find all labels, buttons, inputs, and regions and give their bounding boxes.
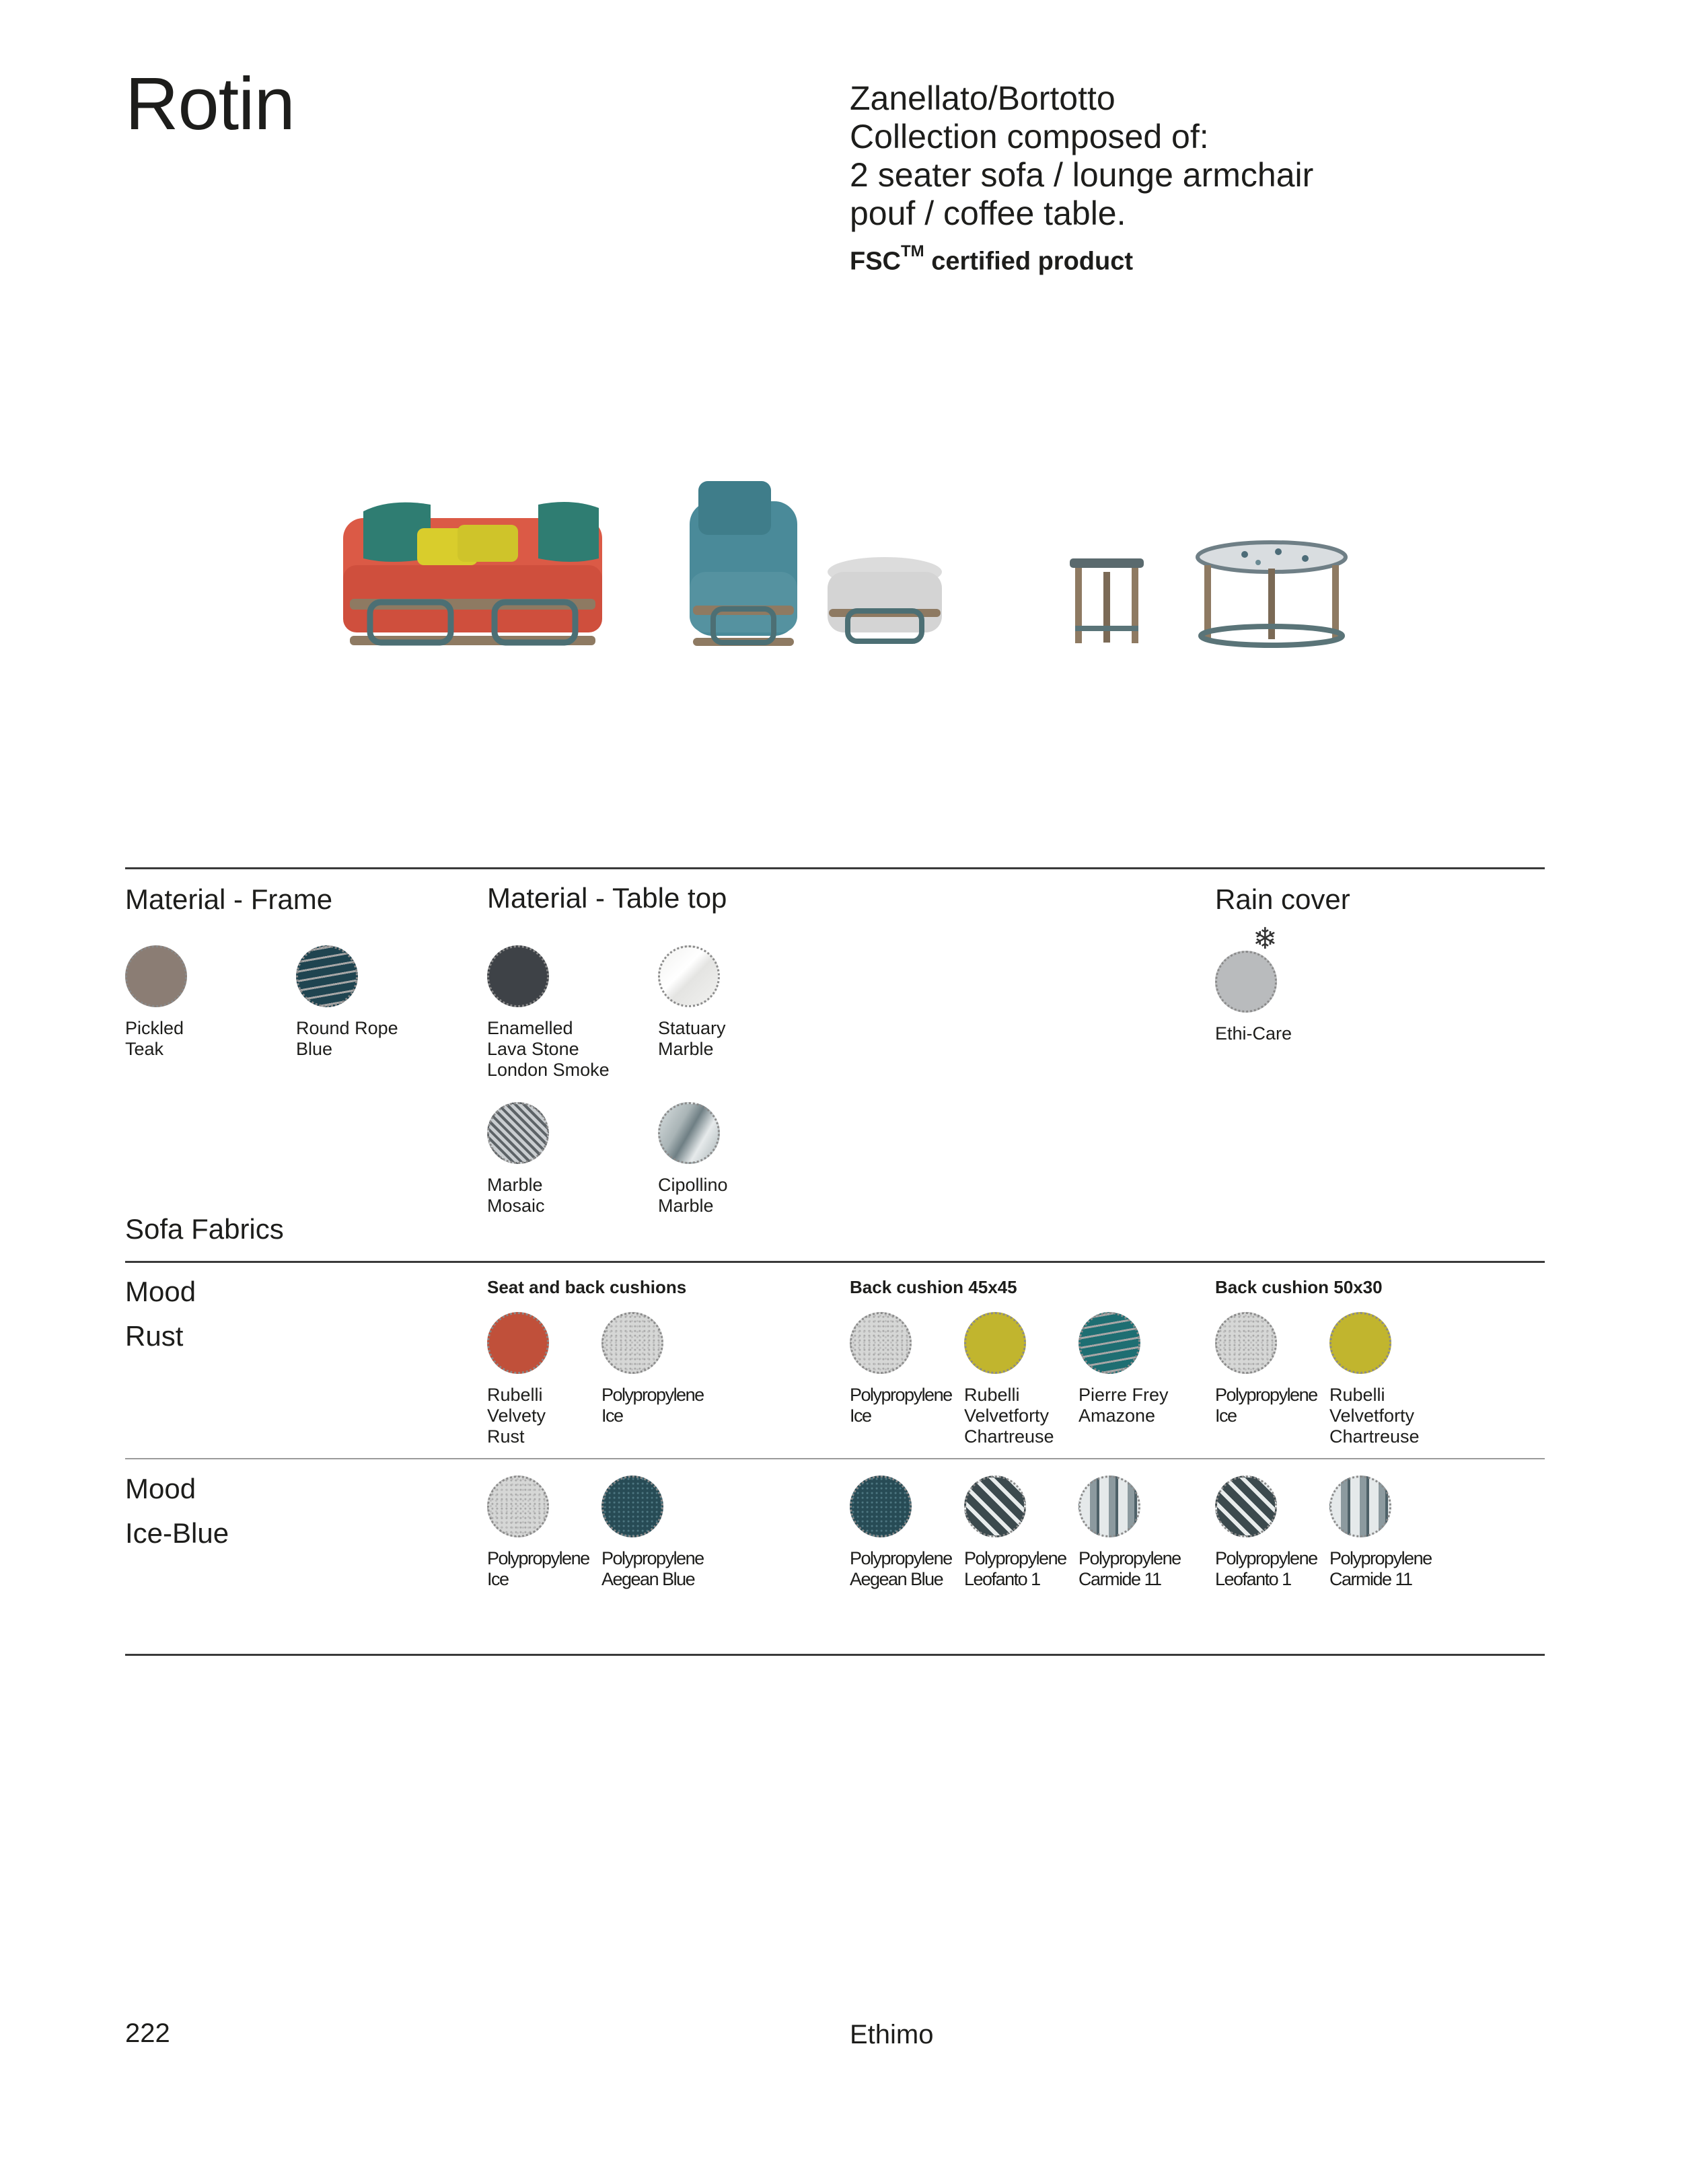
- label-line: Mosaic: [487, 1196, 545, 1216]
- label-line: Lava Stone: [487, 1039, 579, 1059]
- swatch-rubelli-velvetforty-chartreuse[interactable]: [1329, 1312, 1391, 1374]
- material-frame-heading: Material - Frame: [125, 883, 333, 915]
- swatch-round-rope-blue[interactable]: [296, 945, 358, 1007]
- swatch-label: [964, 1548, 1066, 1590]
- label-line: Carmide 11: [1078, 1569, 1161, 1589]
- label-line: Polypropylene: [1329, 1548, 1432, 1568]
- label-line: Rubelli: [964, 1385, 1020, 1405]
- swatch-polypropylene-carmide-11[interactable]: [1078, 1476, 1140, 1537]
- page-title: Rotin: [125, 63, 295, 145]
- section-divider: [125, 867, 1545, 869]
- rain-cover-heading: Rain cover: [1215, 883, 1350, 915]
- label-line: Chartreuse: [1329, 1426, 1420, 1447]
- swatch-label: [296, 1018, 398, 1060]
- snowflake-icon: ❄: [1253, 922, 1278, 955]
- mood-name: Ice-Blue: [125, 1517, 229, 1549]
- label-line: Ethi-Care: [1215, 1023, 1292, 1044]
- designer-name: Zanellato/Bortotto: [850, 79, 1116, 117]
- material-table-top-heading: Material - Table top: [487, 882, 727, 914]
- section-divider: [125, 1654, 1545, 1656]
- label-line: Aegean Blue: [850, 1569, 943, 1589]
- swatch-polypropylene-ice[interactable]: [601, 1312, 663, 1374]
- swatch-label: [487, 1018, 610, 1081]
- coffee-table-illustration: [1198, 542, 1346, 645]
- mood-name: Rust: [125, 1320, 184, 1352]
- swatch-rubelli-velvetforty-chartreuse[interactable]: [964, 1312, 1026, 1374]
- swatch-polypropylene-ice[interactable]: [1215, 1312, 1277, 1374]
- label-line: Pierre Frey: [1078, 1385, 1169, 1405]
- label-line: Rubelli: [487, 1385, 543, 1405]
- label-line: Marble: [487, 1175, 543, 1195]
- swatch-polypropylene-ice[interactable]: [487, 1476, 549, 1537]
- label-line: Polypropylene: [850, 1548, 952, 1568]
- swatch-label: [1078, 1385, 1169, 1426]
- swatch-polypropylene-leofanto-1[interactable]: [1215, 1476, 1277, 1537]
- swatch-polypropylene-leofanto-1[interactable]: [964, 1476, 1026, 1537]
- swatch-polypropylene-aegean-blue[interactable]: [601, 1476, 663, 1537]
- swatch-label: [1078, 1548, 1181, 1590]
- label-line: Velvety: [487, 1406, 546, 1426]
- swatch-polypropylene-ice[interactable]: [850, 1312, 912, 1374]
- label-line: Ice: [601, 1406, 623, 1426]
- product-lineup: [323, 471, 1373, 673]
- label-line: Blue: [296, 1039, 333, 1059]
- fsc-text: certified product: [924, 247, 1134, 276]
- label-line: Rubelli: [1329, 1385, 1385, 1405]
- swatch-label: [1329, 1385, 1420, 1447]
- label-line: Round Rope: [296, 1018, 398, 1038]
- composition-line: 2 seater sofa / lounge armchair: [850, 156, 1314, 194]
- swatch-label: [487, 1385, 546, 1447]
- swatch-marble-mosaic[interactable]: [487, 1102, 549, 1164]
- armchair-illustration: [690, 481, 797, 646]
- swatch-label: [487, 1548, 589, 1590]
- label-line: Rust: [487, 1426, 525, 1447]
- label-line: Polypropylene: [964, 1548, 1066, 1568]
- swatch-ethi-care[interactable]: [1215, 951, 1277, 1013]
- composition-line: pouf / coffee table.: [850, 194, 1126, 232]
- label-line: Polypropylene: [1078, 1548, 1181, 1568]
- label-line: Marble: [658, 1039, 714, 1059]
- label-line: Polypropylene: [601, 1385, 704, 1405]
- row-divider: [125, 1458, 1545, 1459]
- mood-label: Mood: [125, 1276, 196, 1307]
- swatch-rubelli-velvety-rust[interactable]: [487, 1312, 549, 1374]
- section-divider: [125, 1261, 1545, 1263]
- swatch-label: [125, 1018, 184, 1060]
- swatch-label: [1215, 1548, 1317, 1590]
- label-line: Chartreuse: [964, 1426, 1054, 1447]
- sofa-fabrics-heading: Sofa Fabrics: [125, 1213, 284, 1245]
- label-line: Leofanto 1: [964, 1569, 1040, 1589]
- swatch-label: [1215, 1385, 1317, 1426]
- fsc-certification: [850, 242, 1134, 277]
- swatch-label: [850, 1548, 952, 1590]
- swatch-label: [601, 1548, 704, 1590]
- label-line: Marble: [658, 1196, 714, 1216]
- label-line: Ice: [1215, 1406, 1237, 1426]
- fsc-trademark: TM: [901, 242, 924, 260]
- swatch-label: [1329, 1548, 1432, 1590]
- composition-line: Collection composed of:: [850, 118, 1209, 155]
- sofa-illustration: [343, 502, 602, 645]
- label-line: Leofanto 1: [1215, 1569, 1291, 1589]
- swatch-lava-stone[interactable]: [487, 945, 549, 1007]
- label-line: Enamelled: [487, 1018, 573, 1038]
- side-table-illustration: [1070, 558, 1144, 643]
- label-line: Amazone: [1078, 1406, 1156, 1426]
- swatch-label: [658, 1018, 726, 1060]
- label-line: Teak: [125, 1039, 164, 1059]
- fsc-label: FSC: [850, 247, 901, 276]
- seat-cushions-heading: Seat and back cushions: [487, 1277, 687, 1297]
- label-line: Cipollino: [658, 1175, 728, 1195]
- label-line: London Smoke: [487, 1060, 610, 1080]
- swatch-pickled-teak[interactable]: [125, 945, 187, 1007]
- label-line: Carmide 11: [1329, 1569, 1412, 1589]
- swatch-label: [850, 1385, 952, 1426]
- back-cushion-45-heading: Back cushion 45x45: [850, 1277, 1017, 1297]
- swatch-label: [601, 1385, 704, 1426]
- label-line: Velvetforty: [1329, 1406, 1415, 1426]
- label-line: Ice: [850, 1406, 871, 1426]
- swatch-pierre-frey-amazone[interactable]: [1078, 1312, 1140, 1374]
- swatch-label: [1215, 1023, 1292, 1044]
- swatch-label: [964, 1385, 1054, 1447]
- page-number: 222: [125, 2018, 170, 2048]
- mood-label: Mood: [125, 1473, 196, 1504]
- label-line: Polypropylene: [850, 1385, 952, 1405]
- label-line: Ice: [487, 1569, 509, 1589]
- collection-description: [850, 79, 1313, 233]
- back-cushion-50-heading: Back cushion 50x30: [1215, 1277, 1383, 1297]
- label-line: Aegean Blue: [601, 1569, 695, 1589]
- label-line: Polypropylene: [601, 1548, 704, 1568]
- label-line: Polypropylene: [1215, 1548, 1317, 1568]
- swatch-label: [487, 1175, 545, 1216]
- pouf-illustration: [828, 557, 942, 641]
- label-line: Polypropylene: [487, 1548, 589, 1568]
- swatch-polypropylene-aegean-blue[interactable]: [850, 1476, 912, 1537]
- swatch-statuary-marble[interactable]: [658, 945, 720, 1007]
- label-line: Velvetforty: [964, 1406, 1050, 1426]
- brand-name: Ethimo: [850, 2020, 934, 2049]
- swatch-label: [658, 1175, 728, 1216]
- label-line: Pickled: [125, 1018, 184, 1038]
- swatch-cipollino-marble[interactable]: [658, 1102, 720, 1164]
- swatch-polypropylene-carmide-11[interactable]: [1329, 1476, 1391, 1537]
- label-line: Polypropylene: [1215, 1385, 1317, 1405]
- label-line: Statuary: [658, 1018, 726, 1038]
